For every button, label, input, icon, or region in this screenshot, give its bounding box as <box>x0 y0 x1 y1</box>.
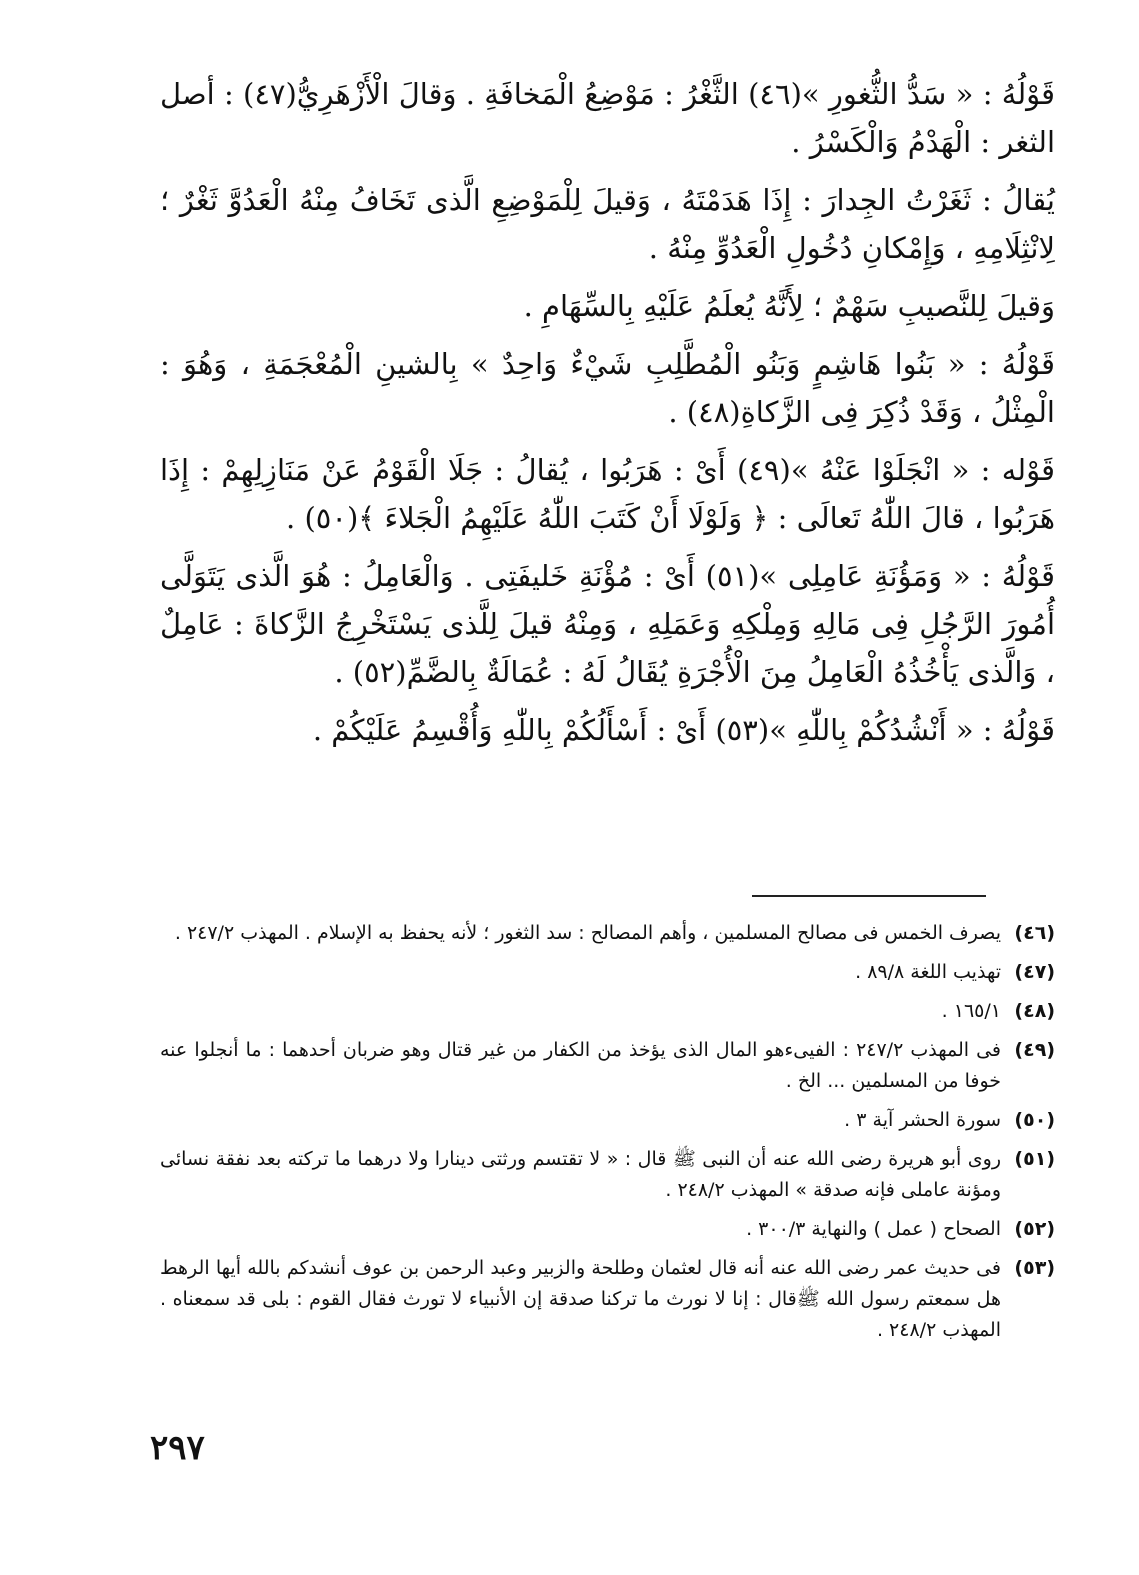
footnote-text: الصحاح ( عمل ) والنهاية ٣٠٠/٣ . <box>746 1218 1001 1240</box>
paragraph-anshudukum: قَوْلُهُ : « أَنْشُدُكُمْ بِاللّٰهِ »(٥٣) أَىْ : أَسْأَلُكُمْ بِاللّٰهِ وَأُقْسِمُ عَلَيْكُمْ . <box>312 713 1055 747</box>
footnote-number: (٥١) <box>1014 1148 1055 1170</box>
footnote-47 <box>160 957 1055 988</box>
footnote-text: روى أبو هريرة رضى الله عنه أن النبى ﷺ قال : « لا تقتسم ورثتى دينارا ولا درهما ما تركته بعد نفقة نسائى ومؤنة عاملى فإنه صدقة » المهذب ٢٤٨/٢ . <box>160 1148 1001 1201</box>
footnote-48 <box>160 996 1055 1027</box>
footnote-text: يصرف الخمس فى مصالح المسلمين ، وأهم المصالح : سد الثغور ؛ لأنه يحفظ به الإسلام . المهذب ٢٤٧/٢ . <box>174 922 1001 944</box>
footnote-text: تهذيب اللغة ٨٩/٨ . <box>855 961 1001 983</box>
footnote-49 <box>160 1035 1055 1097</box>
paragraph-nasib-sahm: وَقيلَ لِلنَّصيبِ سَهْمٌ ؛ لِأَنَّهُ يُعلَمُ عَلَيْهِ بِالسِّهَامِ . <box>523 289 1055 323</box>
footnote-text: ١٦٥/١ . <box>941 1000 1001 1022</box>
footnote-text: فى المهذب ٢٤٧/٢ : الفيىءهو المال الذى يؤخذ من الكفار من غير قتال وهو ضربان أحدهما : ما أنجلوا عنه خوفا من المسلمين ... الخ . <box>160 1039 1002 1092</box>
footnotes <box>160 918 1055 1354</box>
footnote-text: سورة الحشر آية ٣ . <box>844 1109 1001 1131</box>
footnote-number: (٤٨) <box>1014 1000 1055 1022</box>
main-text <box>160 70 1055 764</box>
footnote-number: (٥٣) <box>1014 1257 1055 1279</box>
footnote-53 <box>160 1253 1055 1346</box>
paragraph-sadd-al-thughur: قَوْلُهُ : « سَدُّ الثُّغورِ »(٤٦) الثَّغْرُ : مَوْضِعُ الْمَخافَةِ . وَقالَ الْأَزْهَرِيُّ(٤٧) : أصل الثغر : الْهَدْمُ وَالْكَسْرُ . <box>160 77 1055 159</box>
paragraph-injalaw: قَوْله : « انْجَلَوْا عَنْهُ »(٤٩) أَىْ : هَرَبُوا ، يُقالُ : جَلَا الْقَوْمُ عَنْ مَنَازِلِهِمْ : إِذَا هَرَبُوا ، قالَ اللّٰهُ تَعالَى : ﴿ وَلَوْلَا أَنْ كَتَبَ اللّٰهُ عَلَيْهِمُ الْجَلاءَ ﴾(٥٠) . <box>160 453 1055 535</box>
page-number: ٢٩٧ <box>150 1428 205 1468</box>
footnote-separator <box>752 895 986 897</box>
footnote-52 <box>160 1214 1055 1245</box>
footnote-number: (٥٢) <box>1014 1218 1055 1240</box>
footnote-number: (٤٦) <box>1014 922 1055 944</box>
footnote-46 <box>160 918 1055 949</box>
paragraph-muunat-amili: قَوْلُهُ : « وَمَؤُنَةِ عَامِلِى »(٥١) أَىْ : مُؤْنَةِ خَليفَتِى . وَالْعَامِلُ : هُوَ الَّذى يَتَوَلَّى أُمُورَ الرَّجُلِ فِى مَالِهِ وَمِلْكِهِ وَعَمَلِهِ ، وَمِنْهُ قيلَ لِلَّذى يَسْتَخْرِجُ الزَّكاةَ : عَامِلٌ ، وَالَّذى يَأْخُذُهُ الْعَامِلُ مِنَ الْأُجْرَةِ يُقَالُ لَهُ : عُمَالَةٌ بِالضَّمِّ(٥٢) . <box>160 559 1055 689</box>
footnote-51 <box>160 1144 1055 1206</box>
paragraph-banu-hashim: قَوْلُهُ : « بَنُوا هَاشِمٍ وَبَنُو الْمُطَّلِبِ شَيْءٌ وَاحِدٌ » بِالشينِ الْمُعْجَمَةِ ، وَهُوَ : الْمِثْلُ ، وَقَدْ ذُكِرَ فِى الزَّكاةِ(٤٨) . <box>160 347 1055 429</box>
footnote-number: (٤٩) <box>1014 1039 1055 1061</box>
footnote-text: فى حديث عمر رضى الله عنه أنه قال لعثمان وطلحة والزبير وعبد الرحمن بن عوف أنشدكم بالله أيها الرهط هل سمعتم رسول الله ﷺقال : إنا لا نورث ما تركنا صدقة إن الأنبياء لا تورث فقال القوم : بلى قد سمعناه . المهذب ٢٤٨/٢ . <box>160 1257 1001 1341</box>
paragraph-thaghartu: يُقالُ : ثَغَرْتُ الجِدارَ : إِذَا هَدَمْتَهُ ، وَقيلَ لِلْمَوْضِعِ الَّذى تَخَافُ مِنْهُ الْعَدُوَّ ثَغْرٌ ؛ لِانْثِلَامِهِ ، وَإِمْكانِ دُخُولِ الْعَدُوِّ مِنْهُ . <box>160 183 1055 265</box>
footnote-50 <box>160 1105 1055 1136</box>
footnote-number: (٥٠) <box>1014 1109 1055 1131</box>
footnote-number: (٤٧) <box>1014 961 1055 983</box>
